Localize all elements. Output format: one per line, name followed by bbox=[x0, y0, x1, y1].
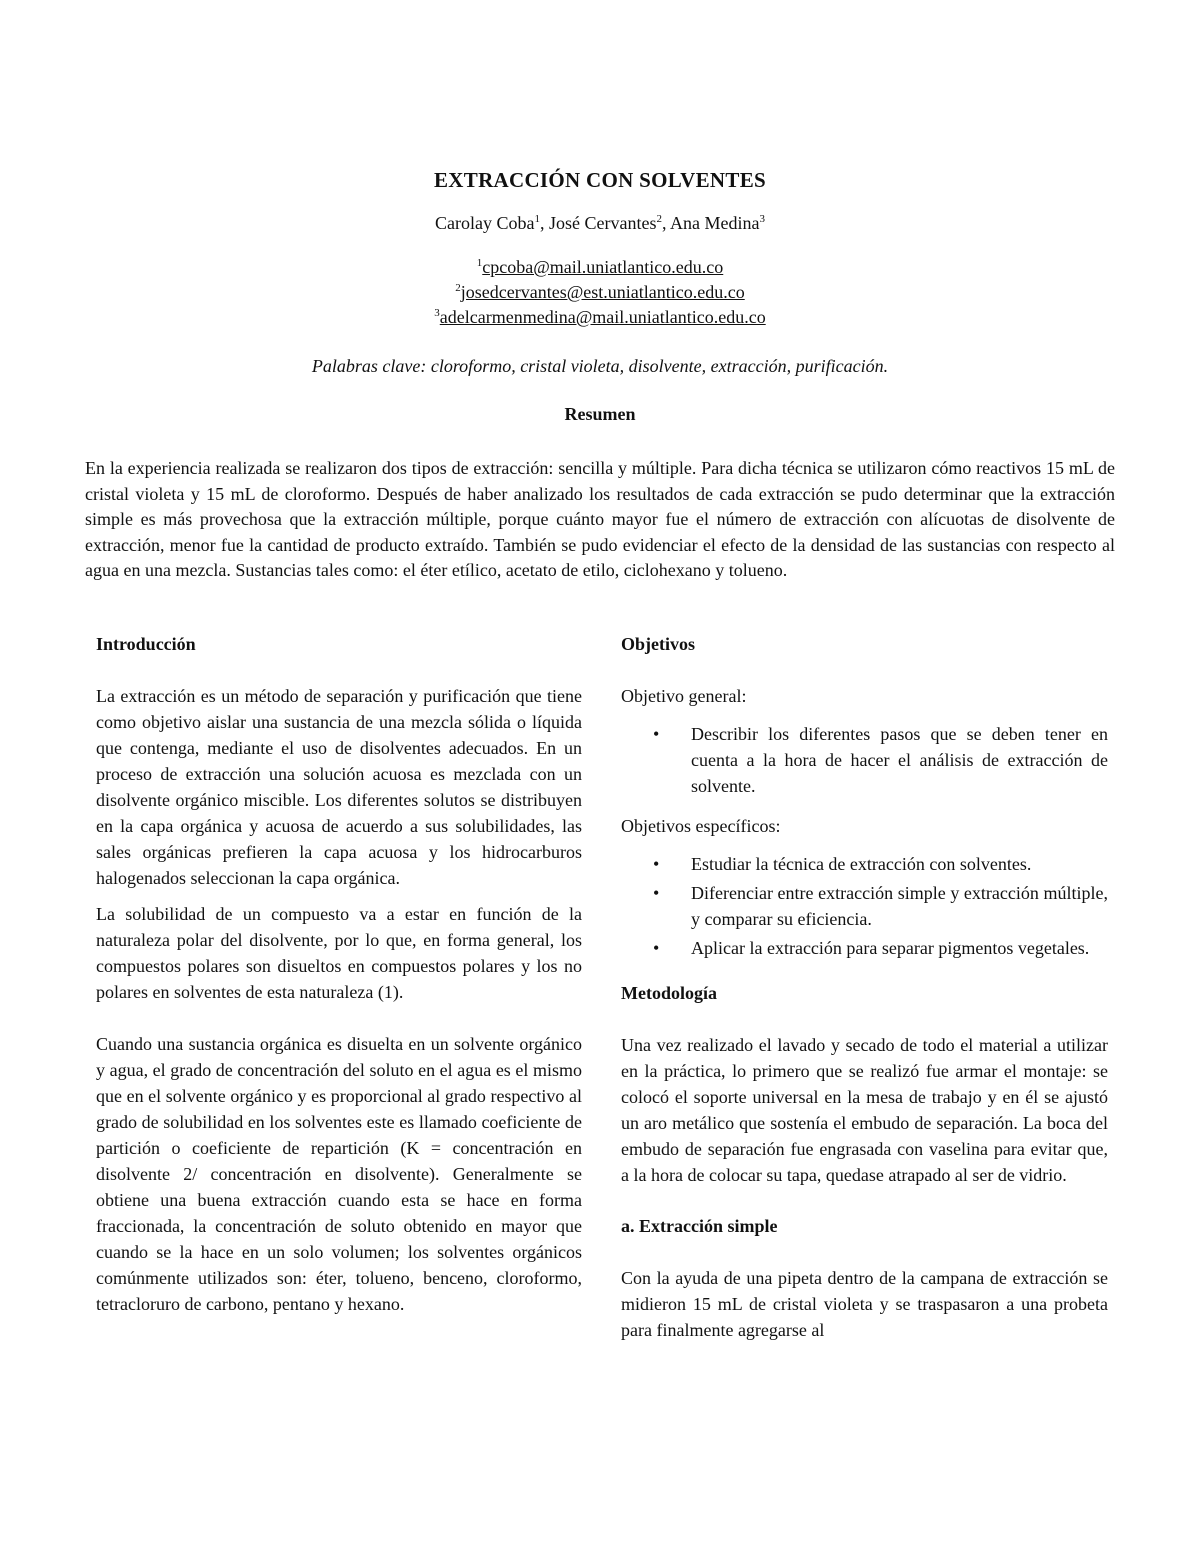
simple-extraction-paragraph: Con la ayuda de una pipeta dentro de la campana de extracción se midieron 15 mL de cristal violeta y se traspasaron a una probeta para finalmente agregarse al bbox=[621, 1268, 1108, 1340]
email-mark: 1 bbox=[476, 257, 483, 269]
email-line bbox=[0, 280, 1200, 305]
email-mark: 3 bbox=[434, 307, 440, 319]
email-link[interactable]: josedcervantes@est.uniatlantico.edu.co bbox=[460, 282, 745, 302]
methodology-heading: Metodología bbox=[621, 983, 717, 1003]
paper-title: EXTRACCIÓN CON SOLVENTES bbox=[433, 168, 766, 192]
methodology-paragraph: Una vez realizado el lavado y secado de todo el material a utilizar en la práctica, lo primero que se realizó fue armar el montaje: se colocó el soporte universal en la mesa de trabajo y en él se ajustó un aro metálico que sostenía el embudo de separación. La boca del embudo de separación fue engrasada con vaselina para evitar que, a la hora de colocar su tapa, quedase atrapado al ser de vidrio. bbox=[621, 1035, 1108, 1185]
list-item-text: Aplicar la extracción para separar pigmentos vegetales. bbox=[691, 938, 1090, 958]
introduction-paragraph: La solubilidad de un compuesto va a estar en función de la naturaleza polar del disolvente, por lo que, en forma general, los compuestos polares son disueltos en compuestos polares y los no polares en solventes de esta naturaleza (1). bbox=[96, 904, 582, 1002]
list-item-text: Describir los diferentes pasos que se deben tener en cuenta a la hora de hacer el análisis de extracción de solvente. bbox=[691, 724, 1108, 796]
list-item bbox=[621, 880, 1108, 932]
email-list bbox=[0, 255, 1200, 330]
author-mark: 1 bbox=[534, 213, 540, 225]
abstract-text: En la experiencia realizada se realizaron dos tipos de extracción: sencilla y múltiple. Para dicha técnica se utilizaron cómo reactivos 15 mL de cristal violeta y 15 mL de cloroformo. Después de haber analizado los resultados de cada extracción se pudo determinar que la extracción simple es más provechosa que la extracción múltiple, porque cuánto mayor fue el número de extracción con alícuotas de disolvente de extracción, menor fue la cantidad de producto extraído. También se pudo evidenciar el efecto de la densidad de las sustancias con respecto al agua en una mezcla. Sustancias tales como: el éter etílico, acetato de etilo, ciclohexano y tolueno. bbox=[85, 458, 1115, 580]
introduction-heading: Introducción bbox=[96, 634, 196, 654]
email-line bbox=[0, 255, 1200, 280]
author-mark: 3 bbox=[759, 213, 765, 225]
general-objective-list bbox=[621, 721, 1108, 799]
bullet-icon: • bbox=[653, 938, 660, 958]
introduction-paragraph: La extracción es un método de separación y purificación que tiene como objetivo aislar una sustancia de una mezcla sólida o líquida que contenga, mediante el uso de disolventes adecuados. En un proceso de extracción una solución acuosa es mezclada con un disolvente orgánico miscible. Los diferentes solutos se distribuyen en la capa orgánica y acuosa de acuerdo a sus solubilidades, las sales orgánicas prefieren la capa acuosa y los hidrocarburos halogenados seleccionan la capa orgánica. bbox=[96, 686, 582, 888]
bullet-icon: • bbox=[653, 883, 660, 903]
left-column bbox=[96, 632, 582, 1317]
author-mark: 2 bbox=[656, 213, 662, 225]
specific-objectives-label: Objetivos específicos: bbox=[621, 816, 781, 836]
list-item bbox=[621, 935, 1108, 961]
abstract-heading: Resumen bbox=[564, 404, 636, 424]
keywords: Palabras clave: cloroformo, cristal violeta, disolvente, extracción, purificación. bbox=[311, 356, 889, 376]
bullet-icon: • bbox=[653, 854, 660, 874]
right-column bbox=[621, 632, 1108, 1343]
general-objective-label: Objetivo general: bbox=[621, 686, 747, 706]
list-item-text: Diferenciar entre extracción simple y extracción múltiple, y comparar su eficiencia. bbox=[691, 883, 1108, 929]
introduction-paragraph: Cuando una sustancia orgánica es disuelta en un solvente orgánico y agua, el grado de concentración del soluto en el agua es el mismo que en el solvente orgánico y es proporcional al grado respectivo al grado de solubilidad en los solventes este es llamado coeficiente de partición o coeficiente de repartición (K = concentración en disolvente 2/ concentración en disolvente). Generalmente se obtiene una buena extracción cuando esta se hace en forma fraccionada, la concentración de soluto obtenido en mayor que cuando se la hace en un solo volumen; los solventes orgánicos comúnmente utilizados son: éter, tolueno, benceno, cloroformo, tetracloruro de carbono, pentano y hexano. bbox=[96, 1034, 582, 1314]
email-link[interactable]: cpcoba@mail.uniatlantico.edu.co bbox=[482, 257, 724, 277]
author-name: Carolay Coba bbox=[435, 213, 535, 233]
email-link[interactable]: adelcarmenmedina@mail.uniatlantico.edu.co bbox=[439, 307, 766, 327]
objectives-heading: Objetivos bbox=[621, 634, 695, 654]
author-list: Carolay Coba$^1$, José Cervantes$^2$, Ana Medina$^3$ bbox=[435, 213, 765, 233]
list-item bbox=[621, 851, 1108, 877]
email-mark: 2 bbox=[455, 282, 461, 294]
bullet-icon: • bbox=[653, 724, 660, 744]
specific-objectives-list bbox=[621, 851, 1108, 961]
list-item-text: Estudiar la técnica de extracción con solventes. bbox=[691, 854, 1032, 874]
list-item bbox=[621, 721, 1108, 799]
author-name: Ana Medina bbox=[670, 213, 760, 233]
simple-extraction-heading: a. Extracción simple bbox=[621, 1216, 778, 1236]
author-name: José Cervantes bbox=[549, 213, 657, 233]
email-line bbox=[0, 305, 1200, 330]
